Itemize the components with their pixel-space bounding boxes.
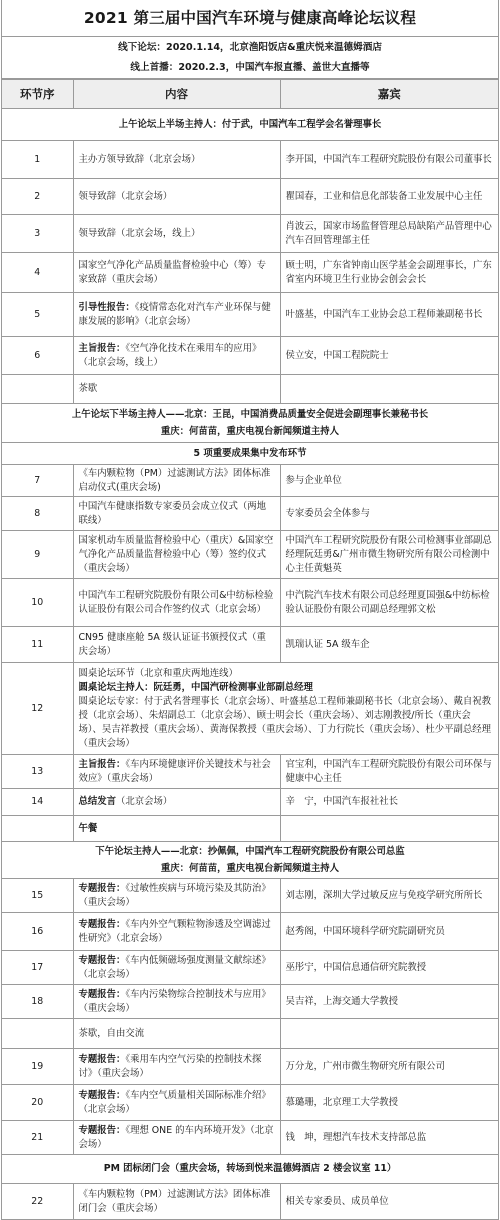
report-title: 《乘用车内空气污染的控制技术探讨》（重庆会场） (78, 1053, 262, 1079)
row-guest: 巫彤宁，中国信息通信研究院教授 (280, 951, 498, 985)
row-number (2, 816, 73, 842)
table-row (2, 913, 498, 951)
table-row (2, 579, 498, 627)
row-number: 12 (2, 663, 73, 755)
row-content: 《车内颗粒物（PM）过滤测试方法》团体标准闭门会（重庆会场） (73, 1184, 280, 1220)
agenda-table (2, 79, 498, 1220)
table-row (2, 375, 498, 404)
report-type-label: 专题报告： (78, 988, 126, 1000)
row-content (73, 1121, 280, 1155)
table-row (2, 179, 498, 215)
report-type-label: 专题报告： (78, 918, 126, 930)
table-row (2, 531, 498, 579)
row-number (2, 1019, 73, 1049)
row-number: 10 (2, 579, 73, 627)
row-number: 1 (2, 141, 73, 179)
report-title: 《车内外空气颗粒物渗透及空调滤过性研究》（北京会场） (78, 918, 271, 944)
row-number: 15 (2, 879, 73, 913)
row-number: 6 (2, 337, 73, 375)
row-guest: 中汽院汽车技术有限公司总经理夏国强&中纺标检验认证股份有限公司副总经理郭文松 (280, 579, 498, 627)
table-row (2, 497, 498, 531)
table-row (2, 141, 498, 179)
row-content: 主办方领导致辞（北京会场） (73, 141, 280, 179)
row-content (73, 985, 280, 1019)
report-title: 《车内环境健康评价关键技术与社会效应》（重庆会场） (78, 758, 271, 784)
row-content (73, 755, 280, 789)
row-guest: 慕璐珊，北京理工大学教授 (280, 1085, 498, 1121)
row-guest: 官宝利，中国汽车工程研究院股份有限公司环保与健康中心主任 (280, 755, 498, 789)
row-guest (280, 375, 498, 404)
row-number: 19 (2, 1049, 73, 1085)
table-row (2, 755, 498, 789)
table-header-row (2, 80, 498, 109)
row-guest: 吴吉祥，上海交通大学教授 (280, 985, 498, 1019)
section-results-release: 5 项重要成果集中发布环节 (2, 443, 498, 465)
table-row (2, 789, 498, 816)
report-type-label: 引导性报告： (78, 301, 135, 313)
document-title: 2021 第三届中国汽车环境与健康高峰论坛议程 (2, 0, 498, 37)
report-title: 《车内低频磁场强度测量文献综述》（北京会场） (78, 954, 271, 980)
section-closed-meeting: PM 团标闭门会（重庆会场，转场到悦来温德姆酒店 2 楼会议室 11） (2, 1155, 498, 1184)
row-number: 13 (2, 755, 73, 789)
row-guest: 万分龙，广州市微生物研究所有限公司 (280, 1049, 498, 1085)
table-row (2, 1019, 498, 1049)
row-content (73, 789, 280, 816)
row-guest: 刘志刚，深圳大学过敏反应与免疫学研究所所长 (280, 879, 498, 913)
header-session-number: 环节序 (2, 80, 73, 109)
table-row (2, 951, 498, 985)
table-row (2, 215, 498, 253)
row-number: 3 (2, 215, 73, 253)
row-guest: 凯瑞认证 5A 级车企 (280, 627, 498, 663)
report-type-label: 主旨报告： (78, 758, 126, 770)
row-number: 18 (2, 985, 73, 1019)
row-number: 17 (2, 951, 73, 985)
row-guest: 赵秀阁，中国环境科学研究院副研究员 (280, 913, 498, 951)
report-title: 《空气净化技术在乘用车的应用》（北京会场，线上） (78, 342, 262, 368)
row-number: 21 (2, 1121, 73, 1155)
row-content: 国家空气净化产品质量监督检验中心（筹）专家致辞（重庆会场） (73, 253, 280, 293)
row-guest: 侯立安，中国工程院院士 (280, 337, 498, 375)
report-type-label: 总结发言 (78, 796, 117, 807)
report-type-label: 专题报告： (78, 882, 126, 894)
row-number: 7 (2, 465, 73, 497)
row-content: 领导致辞（北京会场，线上） (73, 215, 280, 253)
row-content: 中国汽车工程研究院股份有限公司&中纺标检验认证股份有限公司合作签约仪式（北京会场） (73, 579, 280, 627)
offline-forum-info: 线下论坛：2020.1.14，北京渔阳饭店&重庆悦来温德姆酒店 (118, 42, 382, 53)
table-row (2, 663, 498, 755)
report-type-label: 专题报告： (78, 1089, 126, 1101)
row-number: 22 (2, 1184, 73, 1220)
table-row (2, 985, 498, 1019)
row-guest: 瞿国春，工业和信息化部装备工业发展中心主任 (280, 179, 498, 215)
row-content (73, 913, 280, 951)
roundtable-host: 圆桌论坛主持人：阮廷勇，中国汽研检测事业部副总经理 (78, 681, 313, 693)
header-content: 内容 (73, 80, 280, 109)
report-title: 《疫情常态化对汽车产业环保与健康发展的影响》（北京会场） (78, 301, 271, 327)
row-guest: 辛 宁，中国汽车报社社长 (280, 789, 498, 816)
agenda-document (1, 0, 499, 1220)
section-row (2, 109, 498, 141)
table-row (2, 1049, 498, 1085)
section-afternoon (2, 842, 498, 879)
row-number: 16 (2, 913, 73, 951)
row-guest (280, 816, 498, 842)
row-content: 《车内颗粒物（PM）过滤测试方法》团体标准启动仪式(重庆会场) (73, 465, 280, 497)
report-type-label: 专题报告： (78, 1053, 126, 1065)
online-premiere-info: 线上首播：2020.2.3，中国汽车报直播、盖世大直播等 (2, 58, 498, 79)
report-title: 《车内空气质量相关国际标准介绍》（北京会场） (78, 1089, 271, 1115)
section-host-chongqing: 重庆：何苗苗，重庆电视台新闻频道主持人 (160, 426, 340, 437)
table-row (2, 1184, 498, 1220)
row-guest: 钱 坤，理想汽车技术支持部总监 (280, 1121, 498, 1155)
section-host-beijing: 下午论坛主持人——北京：抄佩佩，中国汽车工程研究院股份有限公司总监 (95, 846, 405, 857)
section-row (2, 1155, 498, 1184)
row-content: 午餐 (73, 816, 280, 842)
row-guest: 肖波云，国家市场监督管理总局缺陷产品管理中心汽车召回管理部主任 (280, 215, 498, 253)
row-content (73, 879, 280, 913)
row-content: 中国汽车健康指数专家委员会成立仪式（两地联线） (73, 497, 280, 531)
row-content (73, 293, 280, 337)
row-guest: 参与企业单位 (280, 465, 498, 497)
row-guest: 专家委员会全体参与 (280, 497, 498, 531)
row-number: 8 (2, 497, 73, 531)
section-morning-first-half: 上午论坛上半场主持人：付于武，中国汽车工程学会名誉理事长 (2, 109, 498, 141)
table-row (2, 465, 498, 497)
row-number: 9 (2, 531, 73, 579)
table-row (2, 253, 498, 293)
row-guest: 相关专家委员、成员单位 (280, 1184, 498, 1220)
table-row (2, 293, 498, 337)
row-content: 领导致辞（北京会场） (73, 179, 280, 215)
report-title: 《理想 ONE 的车内环境开发》（北京会场） (78, 1124, 274, 1150)
section-row (2, 842, 498, 879)
section-morning-second-half (2, 404, 498, 443)
row-guest: 中国汽车工程研究院股份有限公司检测事业部副总经理阮廷勇&广州市微生物研究所有限公司检测中心主任黄魁英 (280, 531, 498, 579)
table-row (2, 627, 498, 663)
table-row (2, 879, 498, 913)
row-number: 5 (2, 293, 73, 337)
row-number: 4 (2, 253, 73, 293)
report-type-label: 主旨报告： (78, 342, 126, 354)
row-content: CN95 健康座舱 5A 级认证证书颁授仪式（重庆会场） (73, 627, 280, 663)
row-number: 2 (2, 179, 73, 215)
row-content: 国家机动车质量监督检验中心（重庆）&国家空气净化产品质量监督检验中心（筹）签约仪式（重庆会场） (73, 531, 280, 579)
row-content (73, 951, 280, 985)
row-number: 11 (2, 627, 73, 663)
roundtable-experts: 圆桌论坛专家：付于武名誉理事长（北京会场）、叶盛基总工程师兼副秘书长（北京会场）、戴自祝教授（北京会场）、朱炤副总工（北京会场）、顾士明会长（重庆会场）、刘志刚教授/所长（重庆会场）、吴吉祥教授（重庆会场）、黄海保教授（重庆会场）、丁力行院长（重庆会场）、杜少平副总经理（重庆会场） (78, 695, 491, 749)
table-row (2, 1085, 498, 1121)
table-row (2, 816, 498, 842)
roundtable-content (73, 663, 498, 755)
report-title: 《过敏性疾病与环境污染及其防治》（重庆会场） (78, 882, 271, 908)
row-number (2, 375, 73, 404)
row-guest: 叶盛基，中国汽车工业协会总工程师兼副秘书长 (280, 293, 498, 337)
row-content: 茶歇 (73, 375, 280, 404)
row-guest: 李开国，中国汽车工程研究院股份有限公司董事长 (280, 141, 498, 179)
table-row (2, 337, 498, 375)
roundtable-intro: 圆桌论坛环节（北京和重庆两地连线） (78, 667, 238, 679)
section-row (2, 443, 498, 465)
table-row (2, 1121, 498, 1155)
report-type-label: 专题报告： (78, 954, 126, 966)
row-number: 14 (2, 789, 73, 816)
row-content: 茶歇，自由交流 (73, 1019, 280, 1049)
section-host-chongqing: 重庆：何苗苗，重庆电视台新闻频道主持人 (160, 863, 340, 874)
row-content (73, 337, 280, 375)
section-row (2, 404, 498, 443)
row-number: 20 (2, 1085, 73, 1121)
report-title: （北京会场） (116, 796, 173, 807)
report-title: 《车内污染物综合控制技术与应用》（重庆会场） (78, 988, 271, 1014)
row-guest: 顾士明，广东省钟南山医学基金会副理事长，广东省室内环境卫生行业协会创会会长 (280, 253, 498, 293)
row-guest (280, 1019, 498, 1049)
row-content (73, 1049, 280, 1085)
header-guest: 嘉宾 (280, 80, 498, 109)
section-host-beijing: 上午论坛下半场主持人——北京：王昆，中国消费品质量安全促进会副理事长兼秘书长 (71, 409, 429, 420)
report-type-label: 专题报告： (78, 1124, 126, 1136)
row-content (73, 1085, 280, 1121)
